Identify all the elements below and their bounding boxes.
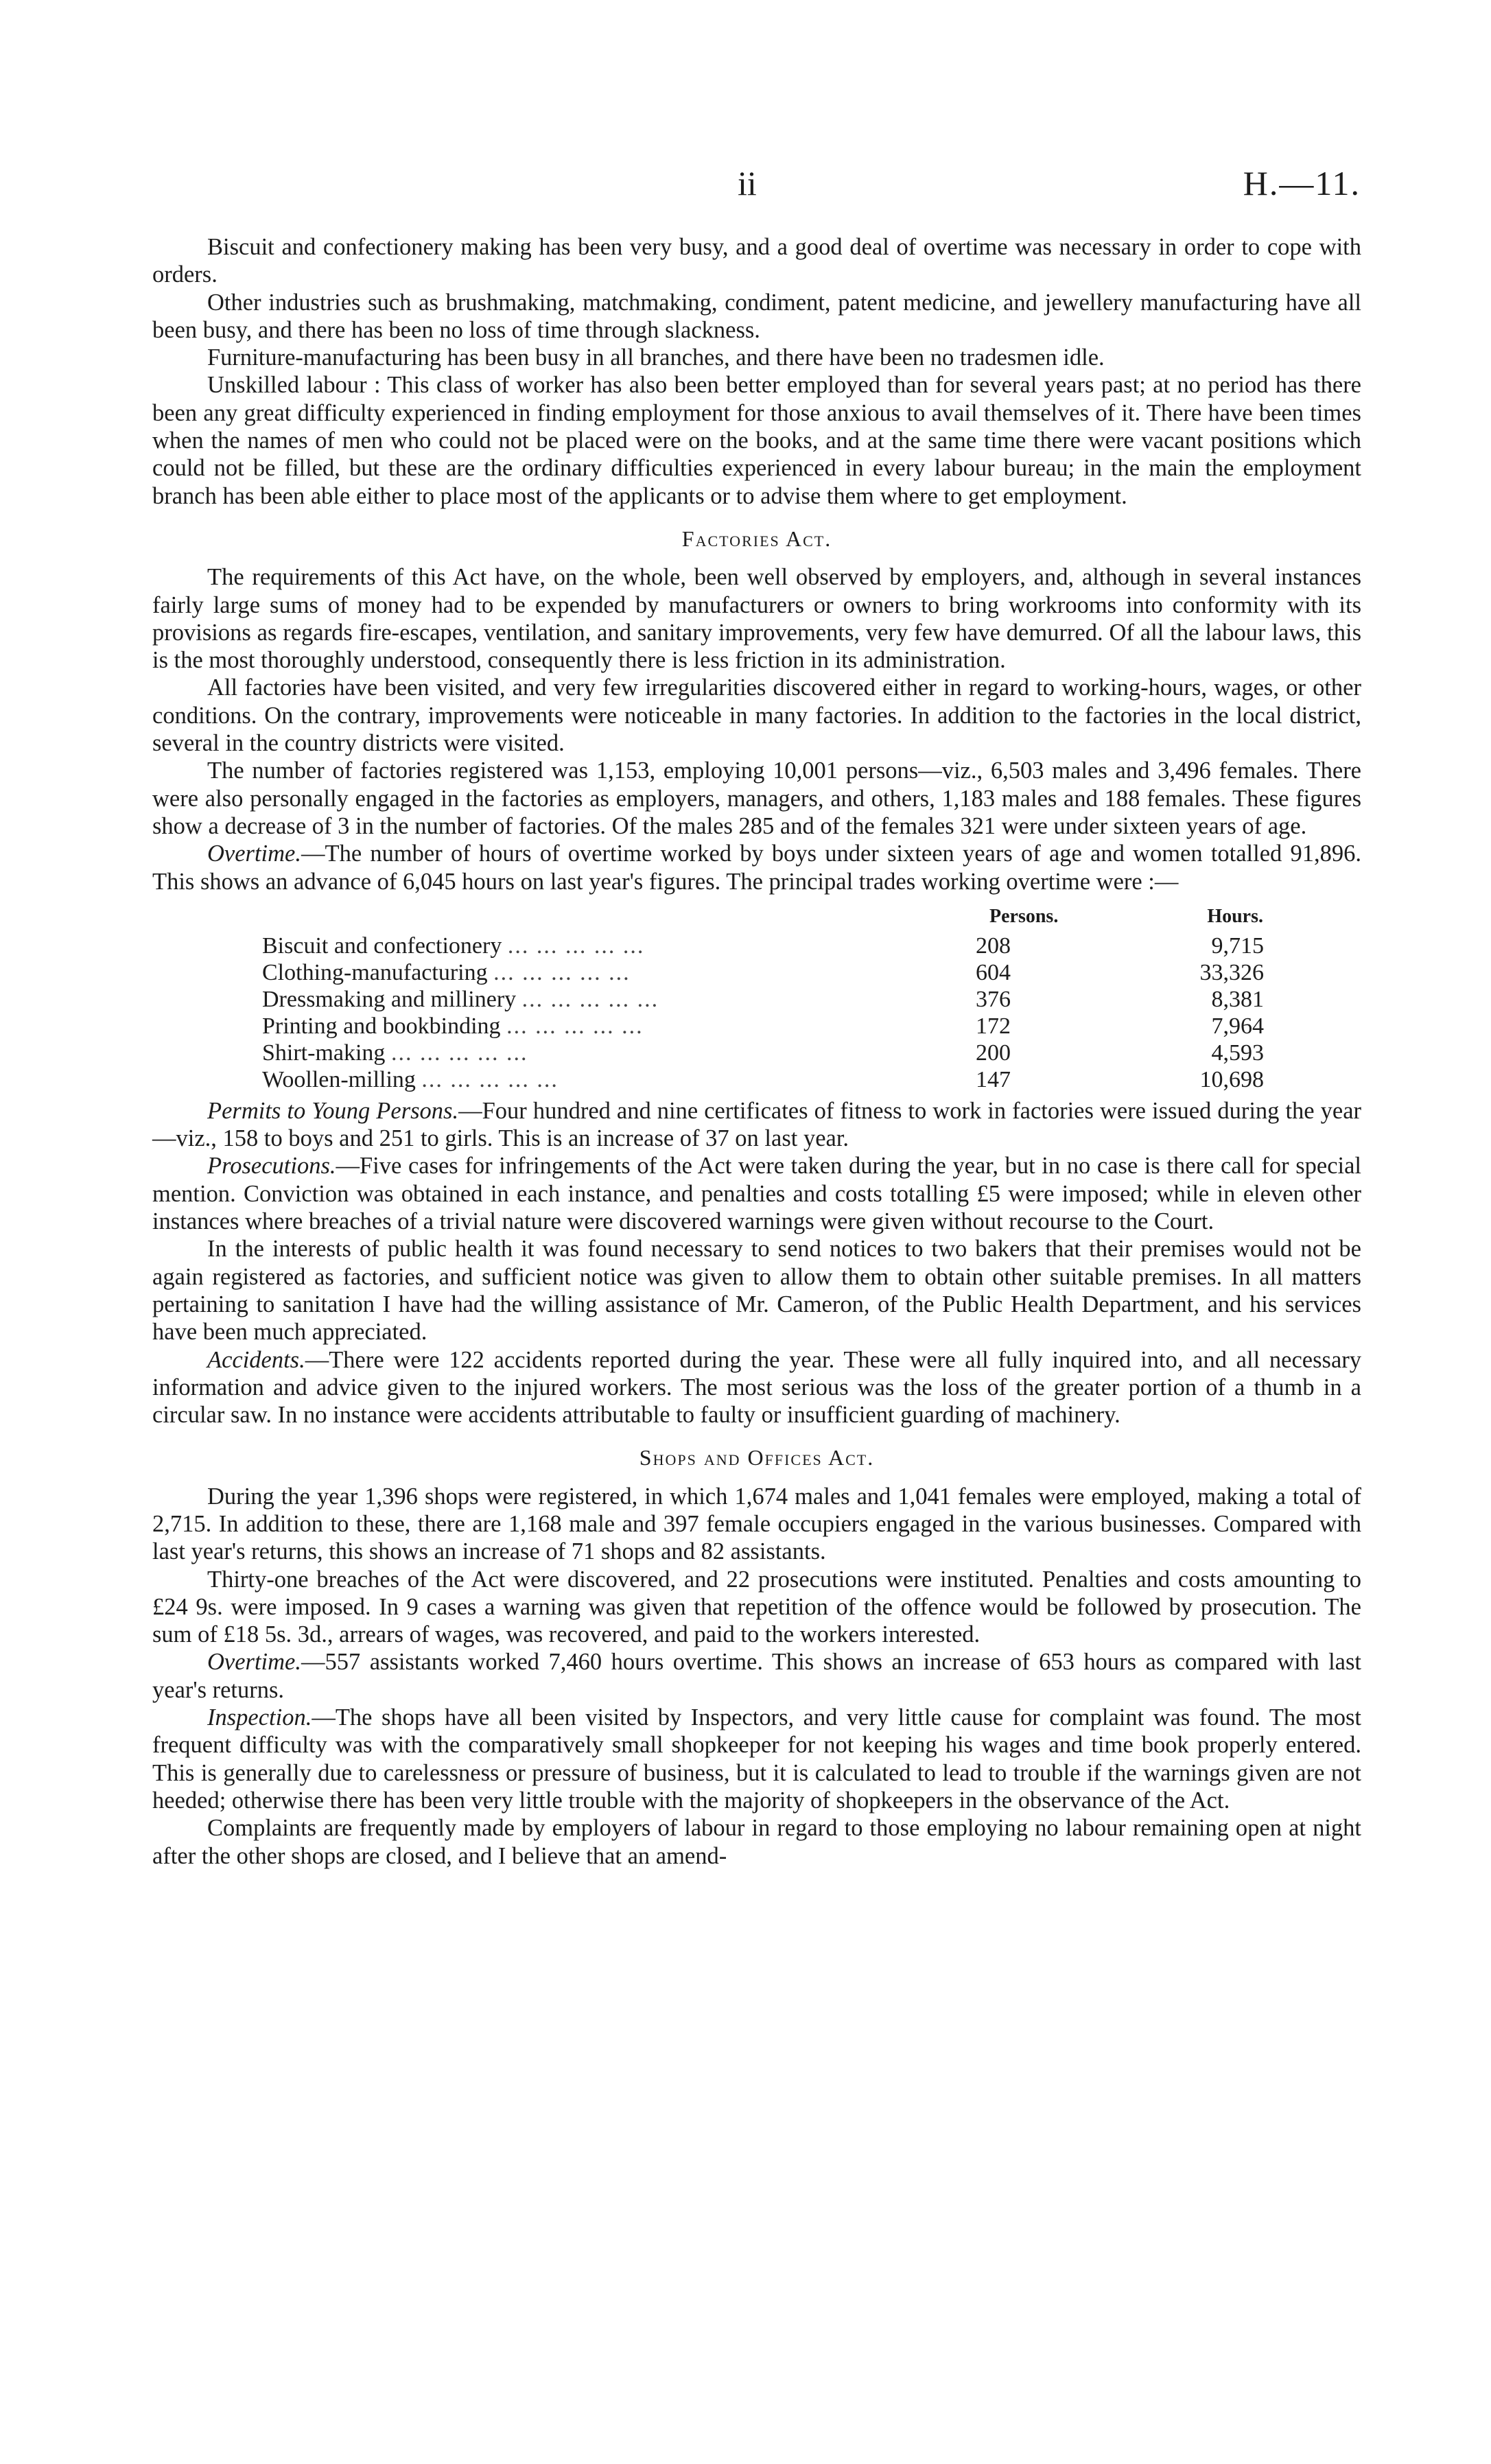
paragraph-unskilled-labour: Unskilled labour : This class of worker has also been better employed than for several years past; at no period has there been any great difficulty experienced in finding employment for those anxious to avail themselves of it. There have been times when the names of men who could not be placed were on the books, and at the same time there were vacant positions which could not be filled, but these are the ordinary difficulties experienced in every labour bureau; in the main the employment branch has been able either to place most of the applicants or to advise them where to get employment. bbox=[152, 372, 1361, 509]
page-header bbox=[0, 163, 1491, 218]
accidents-label: Accidents. bbox=[207, 1346, 305, 1373]
trade-name: Clothing-manufacturing bbox=[262, 959, 488, 985]
page-number: ii bbox=[738, 164, 757, 202]
trade-name: Printing and bookbinding bbox=[262, 1013, 501, 1039]
hours-value: 8,381 bbox=[1211, 986, 1264, 1012]
paragraph-shops-breaches: Thirty-one breaches of the Act were discovered, and 22 prosecutions were instituted. Penalties and costs amounting to £24 9s. were imposed. In 9 cases a warning was given that repetition of the offence would be followed by prosecution. The sum of £18 5s. 3d., arrears of wages, was recovered, and paid to the workers interested. bbox=[152, 1566, 1361, 1648]
accidents-text: —There were 122 accidents reported during the year. These were all fully inquired into, and all necessary information and advice given to the injured workers. The most serious was the loss of the greater portion of a thumb in a circular saw. In no instance were accidents attributable to faulty or insufficient guarding of machinery. bbox=[152, 1346, 1361, 1429]
table-row bbox=[262, 986, 1264, 1013]
hours-value: 9,715 bbox=[1211, 932, 1264, 959]
paragraph-shops-inspection bbox=[152, 1704, 1361, 1814]
trade-name: Biscuit and confectionery bbox=[262, 932, 502, 959]
paragraph-other-industries: Other industries such as brushmaking, matchmaking, condiment, patent medicine, and jewellery manufacturing have all been busy, and there has been no loss of time through slackness. bbox=[152, 289, 1361, 343]
paragraph-factories-visited: All factories have been visited, and very few irregularities discovered either in regard to working-hours, wages, or other conditions. On the contrary, improvements were noticeable in many factories. In addition to the factories in the local district, several in the country districts were visited. bbox=[152, 674, 1361, 757]
prosecutions-label: Prosecutions. bbox=[207, 1153, 336, 1180]
hours-value: 33,326 bbox=[1199, 959, 1264, 985]
table-row bbox=[262, 959, 1264, 986]
dot-leader: ... ... ... ... ... bbox=[493, 959, 631, 985]
dot-leader: ... ... ... ... ... bbox=[507, 932, 645, 959]
hours-value: 4,593 bbox=[1211, 1040, 1264, 1066]
paragraph-biscuit: Biscuit and confectionery making has been very busy, and a good deal of overtime was necessary in order to cope with orders. bbox=[152, 234, 1361, 288]
trade-name: Dressmaking and millinery bbox=[262, 986, 517, 1012]
paragraph-public-health: In the interests of public health it was found necessary to send notices to two bakers that their premises would not be again registered as factories, and sufficient notice was given to allow them to obtain other suitable premises. In all matters pertaining to sanitation I have had the willing assistance of Mr. Cameron, of the Public Health Department, and his services have been much appreciated. bbox=[152, 1236, 1361, 1346]
table-row bbox=[262, 1013, 1264, 1040]
shops-overtime-label: Overtime. bbox=[207, 1649, 301, 1676]
persons-value: 208 bbox=[976, 932, 1011, 959]
table-header-row bbox=[262, 902, 1264, 932]
overtime-trades-table bbox=[262, 902, 1264, 1093]
shops-act-heading: Shops and Offices Act. bbox=[639, 1445, 875, 1470]
permits-text: —Four hundred and nine certificates of fitness to work in factories were issued during the year—viz., 158 to boys and 251 to girls. This is an increase of 37 on last year. bbox=[152, 1097, 1361, 1152]
dot-leader: ... ... ... ... ... bbox=[390, 1040, 528, 1066]
trade-name: Woollen-milling bbox=[262, 1066, 416, 1092]
inspection-label: Inspection. bbox=[207, 1704, 312, 1731]
column-header-persons: Persons. bbox=[989, 905, 1059, 927]
persons-value: 172 bbox=[976, 1013, 1011, 1039]
dot-leader: ... ... ... ... ... bbox=[506, 1013, 644, 1039]
inspection-text: —The shops have all been visited by Inspectors, and very little cause for complaint was found. The most frequent difficulty was with the comparatively small shopkeeper for not keeping his wages and time book properly entered. This is generally due to carelessness or pressure of business, but it is calculated to lead to trouble if the warnings given are not heeded; otherwise there has been very little trouble with the majority of shopkeepers in the observance of the Act. bbox=[152, 1704, 1361, 1814]
persons-value: 147 bbox=[976, 1066, 1011, 1092]
paragraph-shops-overtime bbox=[152, 1648, 1361, 1704]
paragraph-factories-requirements: The requirements of this Act have, on the whole, been well observed by employers, and, although in several instances fairly large sums of money had to be expended by manufacturers or owners to bring workrooms into conformity with its provisions as regards fire-escapes, ventilation, and sanitary improvements, very few have demurred. Of all the labour laws, this is the most thoroughly understood, consequently there is less friction in its administration. bbox=[152, 564, 1361, 674]
trade-name: Shirt-making bbox=[262, 1040, 386, 1066]
table-row bbox=[262, 1040, 1264, 1066]
factories-act-heading: Factories Act. bbox=[681, 526, 832, 551]
persons-value: 200 bbox=[976, 1040, 1011, 1066]
hours-value: 10,698 bbox=[1199, 1066, 1264, 1092]
shops-overtime-text: —557 assistants worked 7,460 hours overtime. This shows an increase of 653 hours as compared with last year's returns. bbox=[152, 1649, 1361, 1703]
dot-leader: ... ... ... ... ... bbox=[421, 1066, 559, 1092]
paragraph-factories-overtime bbox=[152, 840, 1361, 895]
paragraph-factories-registered: The number of factories registered was 1,153, employing 10,001 persons—viz., 6,503 males and 3,496 females. There were also personally engaged in the factories as employers, managers, and others, 1,183 males and 188 females. These figures show a decrease of 3 in the number of factories. Of the males 285 and of the females 321 were under sixteen years of age. bbox=[152, 758, 1361, 839]
paragraph-accidents bbox=[152, 1346, 1361, 1429]
page-body bbox=[152, 233, 1361, 1870]
persons-value: 604 bbox=[976, 959, 1011, 985]
table-row bbox=[262, 1066, 1264, 1093]
column-header-hours: Hours. bbox=[1207, 905, 1263, 927]
paragraph-permits bbox=[152, 1097, 1361, 1153]
overtime-text: —The number of hours of overtime worked by boys under sixteen years of age and women totalled 91,896. This shows an advance of 6,045 hours on last year's figures. The principal trades working overtime were :— bbox=[152, 841, 1361, 895]
prosecutions-text: —Five cases for infringements of the Act were taken during the year, but in no case is there call for special mention. Conviction was obtained in each instance, and penalties and costs totalling £5 were imposed; while in eleven other instances where breaches of a trivial nature were discovered warnings were given without recourse to the Court. bbox=[152, 1153, 1361, 1235]
persons-value: 376 bbox=[976, 986, 1011, 1012]
permits-label: Permits to Young Persons. bbox=[207, 1097, 459, 1124]
table-row bbox=[262, 932, 1264, 959]
paragraph-furniture: Furniture-manufacturing has been busy in all branches, and there have been no tradesmen idle. bbox=[207, 344, 1105, 371]
paragraph-prosecutions bbox=[152, 1152, 1361, 1235]
paragraph-shops-registered: During the year 1,396 shops were registered, in which 1,674 males and 1,041 females were employed, making a total of 2,715. In addition to these, there are 1,168 male and 397 female occupiers engaged in the various businesses. Compared with last year's returns, this shows an increase of 71 shops and 82 assistants. bbox=[152, 1483, 1361, 1565]
document-reference: H.—11. bbox=[1243, 164, 1361, 202]
dot-leader: ... ... ... ... ... bbox=[521, 986, 659, 1012]
paragraph-shops-complaints: Complaints are frequently made by employers of labour in regard to those employing no labour remaining open at night after the other shops are closed, and I believe that an amend- bbox=[152, 1815, 1361, 1869]
overtime-label: Overtime. bbox=[207, 841, 301, 867]
hours-value: 7,964 bbox=[1211, 1013, 1264, 1039]
